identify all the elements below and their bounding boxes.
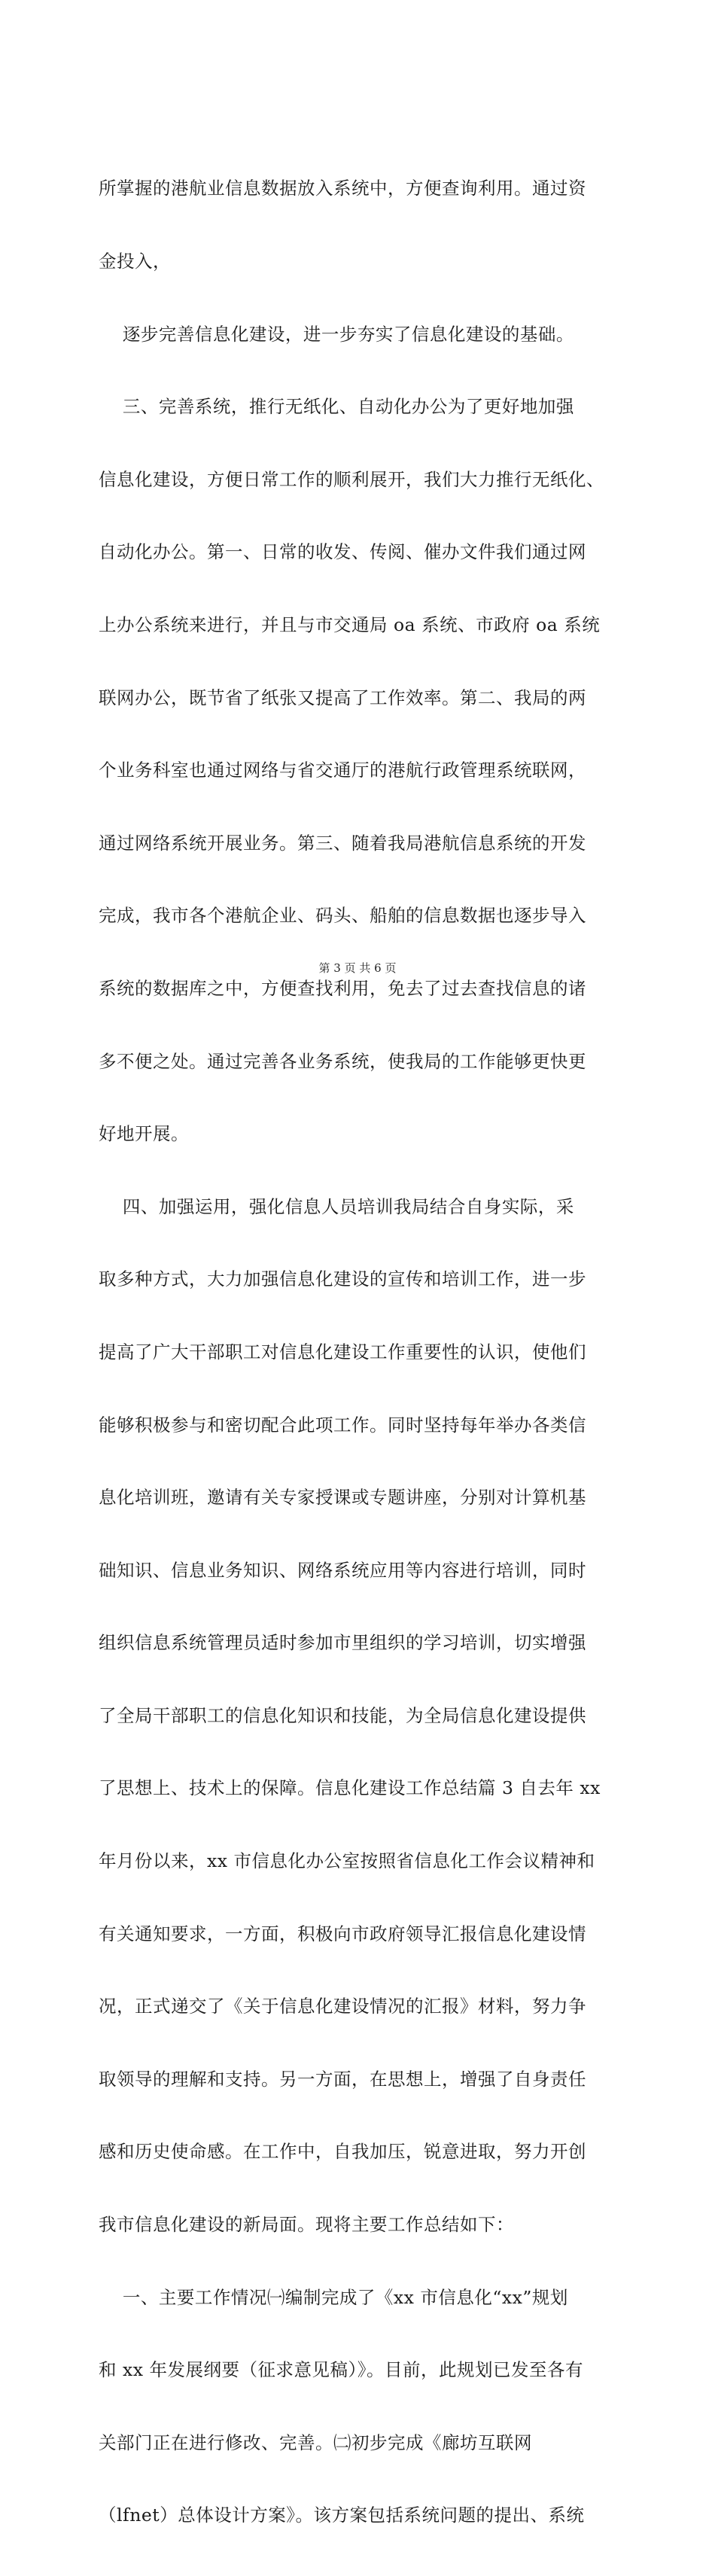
document-body (99, 128, 625, 2576)
text-line: 通过网络系统开展业务。第三、随着我局港航信息系统的开发 (99, 832, 586, 854)
text-line: 信息化建设，方便日常工作的顺利展开，我们大力推行无纸化、 (99, 468, 604, 490)
text-line: 础知识、信息业务知识、网络系统应用等内容进行培训，同时 (99, 1559, 586, 1581)
text-line: 个业务科室也通过网络与省交通厅的港航行政管理系统联网， (99, 760, 586, 781)
text-line: （lfnet）总体设计方案》。该方案包括系统问题的提出、系统 (99, 2504, 585, 2526)
text-line: 关部门正在进行修改、完善。㈡初步完成《廊坊互联网 (99, 2431, 532, 2453)
text-line: 了全局干部职工的信息化知识和技能，为全局信息化建设提供 (99, 1704, 586, 1726)
text-line: 上办公系统来进行，并且与市交通局 oa 系统、市政府 oa 系统 (99, 614, 601, 635)
text-line: 逐步完善信息化建设，进一步夯实了信息化建设的基础。 (99, 323, 574, 345)
text-line: 息化培训班，邀请有关专家授课或专题讲座，分别对计算机基 (99, 1487, 586, 1509)
text-line: 好地开展。 (99, 1123, 189, 1145)
text-line: 四、加强运用，强化信息人员培训我局结合自身实际，采 (99, 1195, 574, 1217)
text-line: 取领导的理解和支持。另一方面，在思想上，增强了自身责任 (99, 2068, 586, 2090)
text-line: 取多种方式，大力加强信息化建设的宣传和培训工作，进一步 (99, 1268, 586, 1290)
text-line: 完成，我市各个港航企业、码头、船舶的信息数据也逐步导入 (99, 905, 586, 927)
text-line: 自动化办公。第一、日常的收发、传阅、催办文件我们通过网 (99, 541, 586, 563)
text-line: 一、主要工作情况㈠编制完成了《xx 市信息化“xx”规划 (99, 2286, 568, 2308)
text-line: 组织信息系统管理员适时参加市里组织的学习培训，切实增强 (99, 1632, 586, 1654)
text-line: 况，正式递交了《关于信息化建设情况的汇报》材料，努力争 (99, 1996, 586, 2017)
text-line: 能够积极参与和密切配合此项工作。同时坚持每年举办各类信 (99, 1414, 586, 1436)
page-number-footer: 第 3 页 共 6 页 (318, 961, 397, 975)
text-line: 和 xx 年发展纲要（征求意见稿）》。目前，此规划已发至各有 (99, 2359, 583, 2381)
text-line: 系统的数据库之中，方便查找利用，免去了过去查找信息的诸 (99, 977, 586, 999)
text-line: 多不便之处。通过完善各业务系统，使我局的工作能够更快更 (99, 1050, 586, 1072)
text-line: 年月份以来，xx 市信息化办公室按照省信息化工作会议精神和 (99, 1850, 595, 1872)
text-line: 有关通知要求，一方面，积极向市政府领导汇报信息化建设情 (99, 1923, 586, 1944)
text-line: 了思想上、技术上的保障。信息化建设工作总结篇 3 自去年 xx (99, 1777, 601, 1799)
text-line: 我市信息化建设的新局面。现将主要工作总结如下： (99, 2214, 514, 2236)
text-line: 所掌握的港航业信息数据放入系统中，方便查询利用。通过资 (99, 178, 586, 199)
text-line: 金投入， (99, 251, 171, 272)
text-line: 感和历史使命感。在工作中，自我加压，锐意进取，努力开创 (99, 2141, 586, 2163)
text-line: 三、完善系统，推行无纸化、自动化办公为了更好地加强 (99, 396, 574, 418)
text-line: 提高了广大干部职工对信息化建设工作重要性的认识，使他们 (99, 1341, 586, 1363)
text-line: 联网办公，既节省了纸张又提高了工作效率。第二、我局的两 (99, 687, 586, 708)
